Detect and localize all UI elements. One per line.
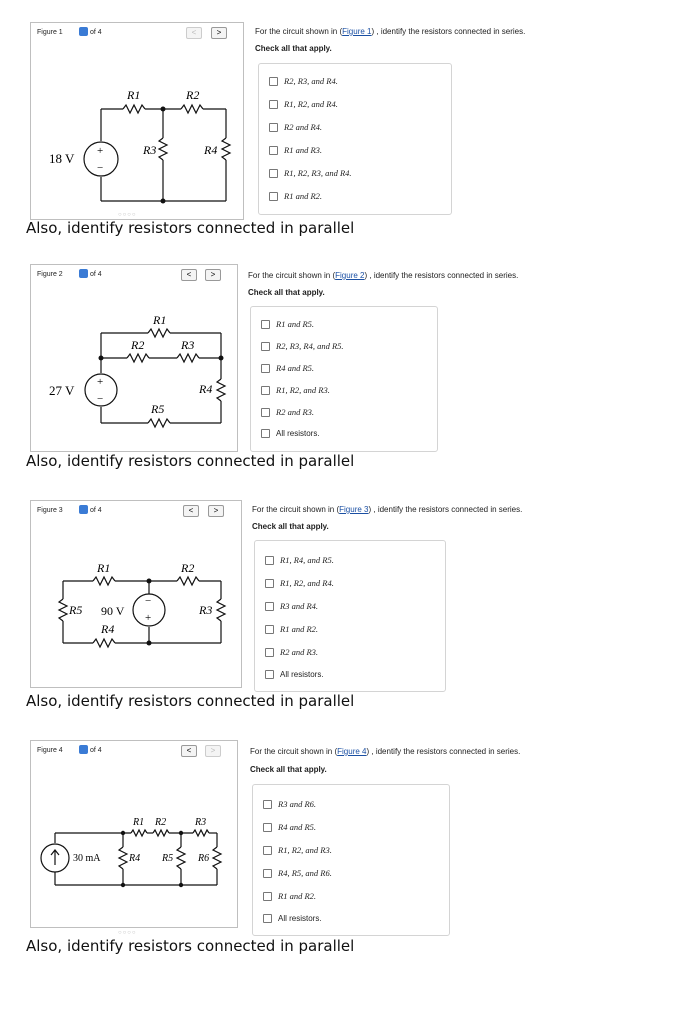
option-checkbox[interactable]: R1, R2, R3, and R4.	[269, 168, 352, 178]
option-checkbox[interactable]: All resistors.	[263, 914, 322, 923]
label-r4: R4	[204, 143, 218, 157]
resistor-r2	[177, 577, 199, 585]
figure-label: Figure 1	[37, 29, 63, 36]
source-label: 27 V	[49, 383, 75, 398]
source-plus: +	[145, 612, 152, 624]
label-r4: R4	[199, 382, 213, 396]
next-figure-button[interactable]: >	[208, 505, 224, 517]
label-r1: R1	[153, 313, 167, 327]
figure-count: of 4	[90, 507, 102, 514]
question-text: For the circuit shown in (Figure 1) , identify the resistors connected in series.	[255, 27, 526, 36]
resistor-r2	[181, 105, 203, 113]
resistor-r1	[123, 105, 145, 113]
option-checkbox[interactable]: R1 and R2.	[265, 624, 318, 634]
question-text: For the circuit shown in (Figure 2) , identify the resistors connected in series.	[248, 271, 519, 280]
resistor-r1	[131, 830, 147, 836]
label-r2: R2	[181, 561, 195, 575]
label-r4: R4	[129, 853, 141, 864]
option-checkbox[interactable]: R4, R5, and R6.	[263, 868, 332, 878]
source-minus: −	[97, 162, 104, 174]
resistor-r6	[213, 847, 221, 869]
label-r6: R6	[198, 853, 210, 864]
option-checkbox[interactable]: R1 and R3.	[269, 145, 322, 155]
resistor-r2	[153, 830, 169, 836]
question-section-1	[0, 0, 685, 240]
pagination-dots: ○○○○	[118, 930, 137, 936]
resistor-r1	[148, 329, 170, 337]
question-section-2	[0, 262, 685, 482]
parallel-prompt: Also, identify resistors connected in parallel	[26, 692, 355, 710]
figure-toolbar	[31, 23, 243, 41]
prev-figure-button[interactable]: <	[181, 269, 197, 281]
figure-selector-icon[interactable]	[79, 505, 88, 514]
label-r1: R1	[127, 88, 141, 102]
label-r1: R1	[97, 561, 111, 575]
node-dot	[179, 831, 183, 835]
option-checkbox[interactable]: R2 and R3.	[265, 647, 318, 657]
figure-toolbar	[31, 501, 241, 519]
source-minus: −	[145, 595, 152, 607]
options-box	[258, 63, 452, 215]
figure-panel	[30, 500, 242, 688]
prev-figure-button[interactable]: <	[183, 505, 199, 517]
resistor-r4	[119, 847, 127, 869]
option-checkbox[interactable]: R1, R2, and R4.	[269, 99, 338, 109]
resistor-r3	[193, 830, 209, 836]
prev-figure-button[interactable]: <	[186, 27, 202, 39]
figure-toolbar	[31, 741, 237, 759]
resistor-r4	[217, 379, 225, 401]
node-dot	[179, 883, 183, 887]
node-dot	[161, 107, 166, 112]
figure-panel	[30, 740, 238, 928]
option-checkbox[interactable]: R2, R3, R4, and R5.	[261, 341, 344, 351]
check-all-instruction: Check all that apply.	[255, 44, 332, 53]
resistor-r5	[177, 847, 185, 869]
figure-count: of 4	[90, 29, 102, 36]
options-box	[252, 784, 450, 936]
figure-toolbar	[31, 265, 237, 283]
figure-selector-icon[interactable]	[79, 269, 88, 278]
node-dot	[219, 356, 224, 361]
option-checkbox[interactable]: R2 and R4.	[269, 122, 322, 132]
next-figure-button[interactable]: >	[205, 269, 221, 281]
figure-selector-icon[interactable]	[79, 745, 88, 754]
figure-panel	[30, 22, 244, 220]
node-dot	[161, 199, 166, 204]
resistor-r4	[222, 138, 230, 160]
check-all-instruction: Check all that apply.	[248, 288, 325, 297]
option-checkbox[interactable]: R2, R3, and R4.	[269, 76, 338, 86]
figure-label: Figure 2	[37, 271, 63, 278]
option-checkbox[interactable]: R1 and R5.	[261, 319, 314, 329]
option-checkbox[interactable]: All resistors.	[265, 670, 324, 679]
circuit-diagram	[31, 41, 243, 219]
label-r5: R5	[151, 402, 165, 416]
resistor-r5	[59, 599, 67, 621]
option-checkbox[interactable]: R3 and R4.	[265, 601, 318, 611]
question-section-3	[0, 498, 685, 718]
source-plus: +	[97, 376, 104, 388]
node-dot	[121, 883, 125, 887]
resistor-r2	[127, 354, 149, 362]
option-checkbox[interactable]: R2 and R3.	[261, 407, 314, 417]
resistor-r1	[93, 577, 115, 585]
option-checkbox[interactable]: R1 and R2.	[269, 191, 322, 201]
label-r3: R3	[195, 817, 207, 828]
option-checkbox[interactable]: R1, R2, and R4.	[265, 578, 334, 588]
resistor-r5	[148, 419, 170, 427]
option-checkbox[interactable]: R3 and R6.	[263, 799, 316, 809]
label-r3: R3	[181, 338, 195, 352]
label-r4: R4	[101, 622, 115, 636]
circuit-diagram	[31, 759, 237, 927]
option-checkbox[interactable]: R4 and R5.	[263, 822, 316, 832]
node-dot	[147, 579, 152, 584]
source-label: 90 V	[101, 604, 125, 618]
source-label: 30 mA	[73, 853, 101, 864]
node-dot	[99, 356, 104, 361]
resistor-r4	[93, 639, 115, 647]
question-text: For the circuit shown in (Figure 4) , identify the resistors connected in series.	[250, 747, 521, 756]
options-box	[250, 306, 438, 452]
label-r2: R2	[131, 338, 145, 352]
figure-link[interactable]: Figure 2	[335, 271, 365, 280]
label-r3: R3	[199, 603, 213, 617]
resistor-r3	[159, 138, 167, 160]
figure-count: of 4	[90, 271, 102, 278]
question-text: For the circuit shown in (Figure 3) , identify the resistors connected in series.	[252, 505, 523, 514]
node-dot	[121, 831, 125, 835]
option-checkbox[interactable]: R1, R2, and R3.	[263, 845, 332, 855]
figure-count: of 4	[90, 747, 102, 754]
next-figure-button[interactable]: >	[211, 27, 227, 39]
check-all-instruction: Check all that apply.	[250, 765, 327, 774]
circuit-diagram	[31, 519, 241, 687]
figure-label: Figure 4	[37, 747, 63, 754]
option-checkbox[interactable]: R1, R2, and R3.	[261, 385, 330, 395]
prev-figure-button[interactable]: <	[181, 745, 197, 757]
label-r2: R2	[155, 817, 167, 828]
options-box	[254, 540, 446, 692]
option-checkbox[interactable]: All resistors.	[261, 429, 320, 438]
pagination-dots: ○○○○	[118, 212, 137, 218]
question-section-4	[0, 738, 685, 968]
figure-selector-icon[interactable]	[79, 27, 88, 36]
figure-link[interactable]: Figure 1	[342, 27, 372, 36]
figure-label: Figure 3	[37, 507, 63, 514]
option-checkbox[interactable]: R4 and R5.	[261, 363, 314, 373]
source-minus: −	[97, 393, 104, 405]
node-dot	[147, 641, 152, 646]
label-r1: R1	[133, 817, 145, 828]
figure-panel	[30, 264, 238, 452]
label-r2: R2	[186, 88, 200, 102]
source-label: 18 V	[49, 151, 75, 166]
figure-link[interactable]: Figure 4	[337, 747, 367, 756]
option-checkbox[interactable]: R1 and R2.	[263, 891, 316, 901]
resistor-r3	[177, 354, 199, 362]
check-all-instruction: Check all that apply.	[252, 522, 329, 531]
label-r3: R3	[143, 143, 157, 157]
label-r5: R5	[162, 853, 174, 864]
parallel-prompt: Also, identify resistors connected in parallel	[26, 937, 355, 955]
option-checkbox[interactable]: R1, R4, and R5.	[265, 555, 334, 565]
source-plus: +	[97, 145, 104, 157]
resistor-r3	[217, 599, 225, 621]
parallel-prompt: Also, identify resistors connected in parallel	[26, 452, 355, 470]
label-r5: R5	[69, 603, 83, 617]
circuit-diagram	[31, 283, 237, 451]
parallel-prompt: Also, identify resistors connected in parallel	[26, 219, 355, 237]
next-figure-button[interactable]: >	[205, 745, 221, 757]
figure-link[interactable]: Figure 3	[339, 505, 369, 514]
